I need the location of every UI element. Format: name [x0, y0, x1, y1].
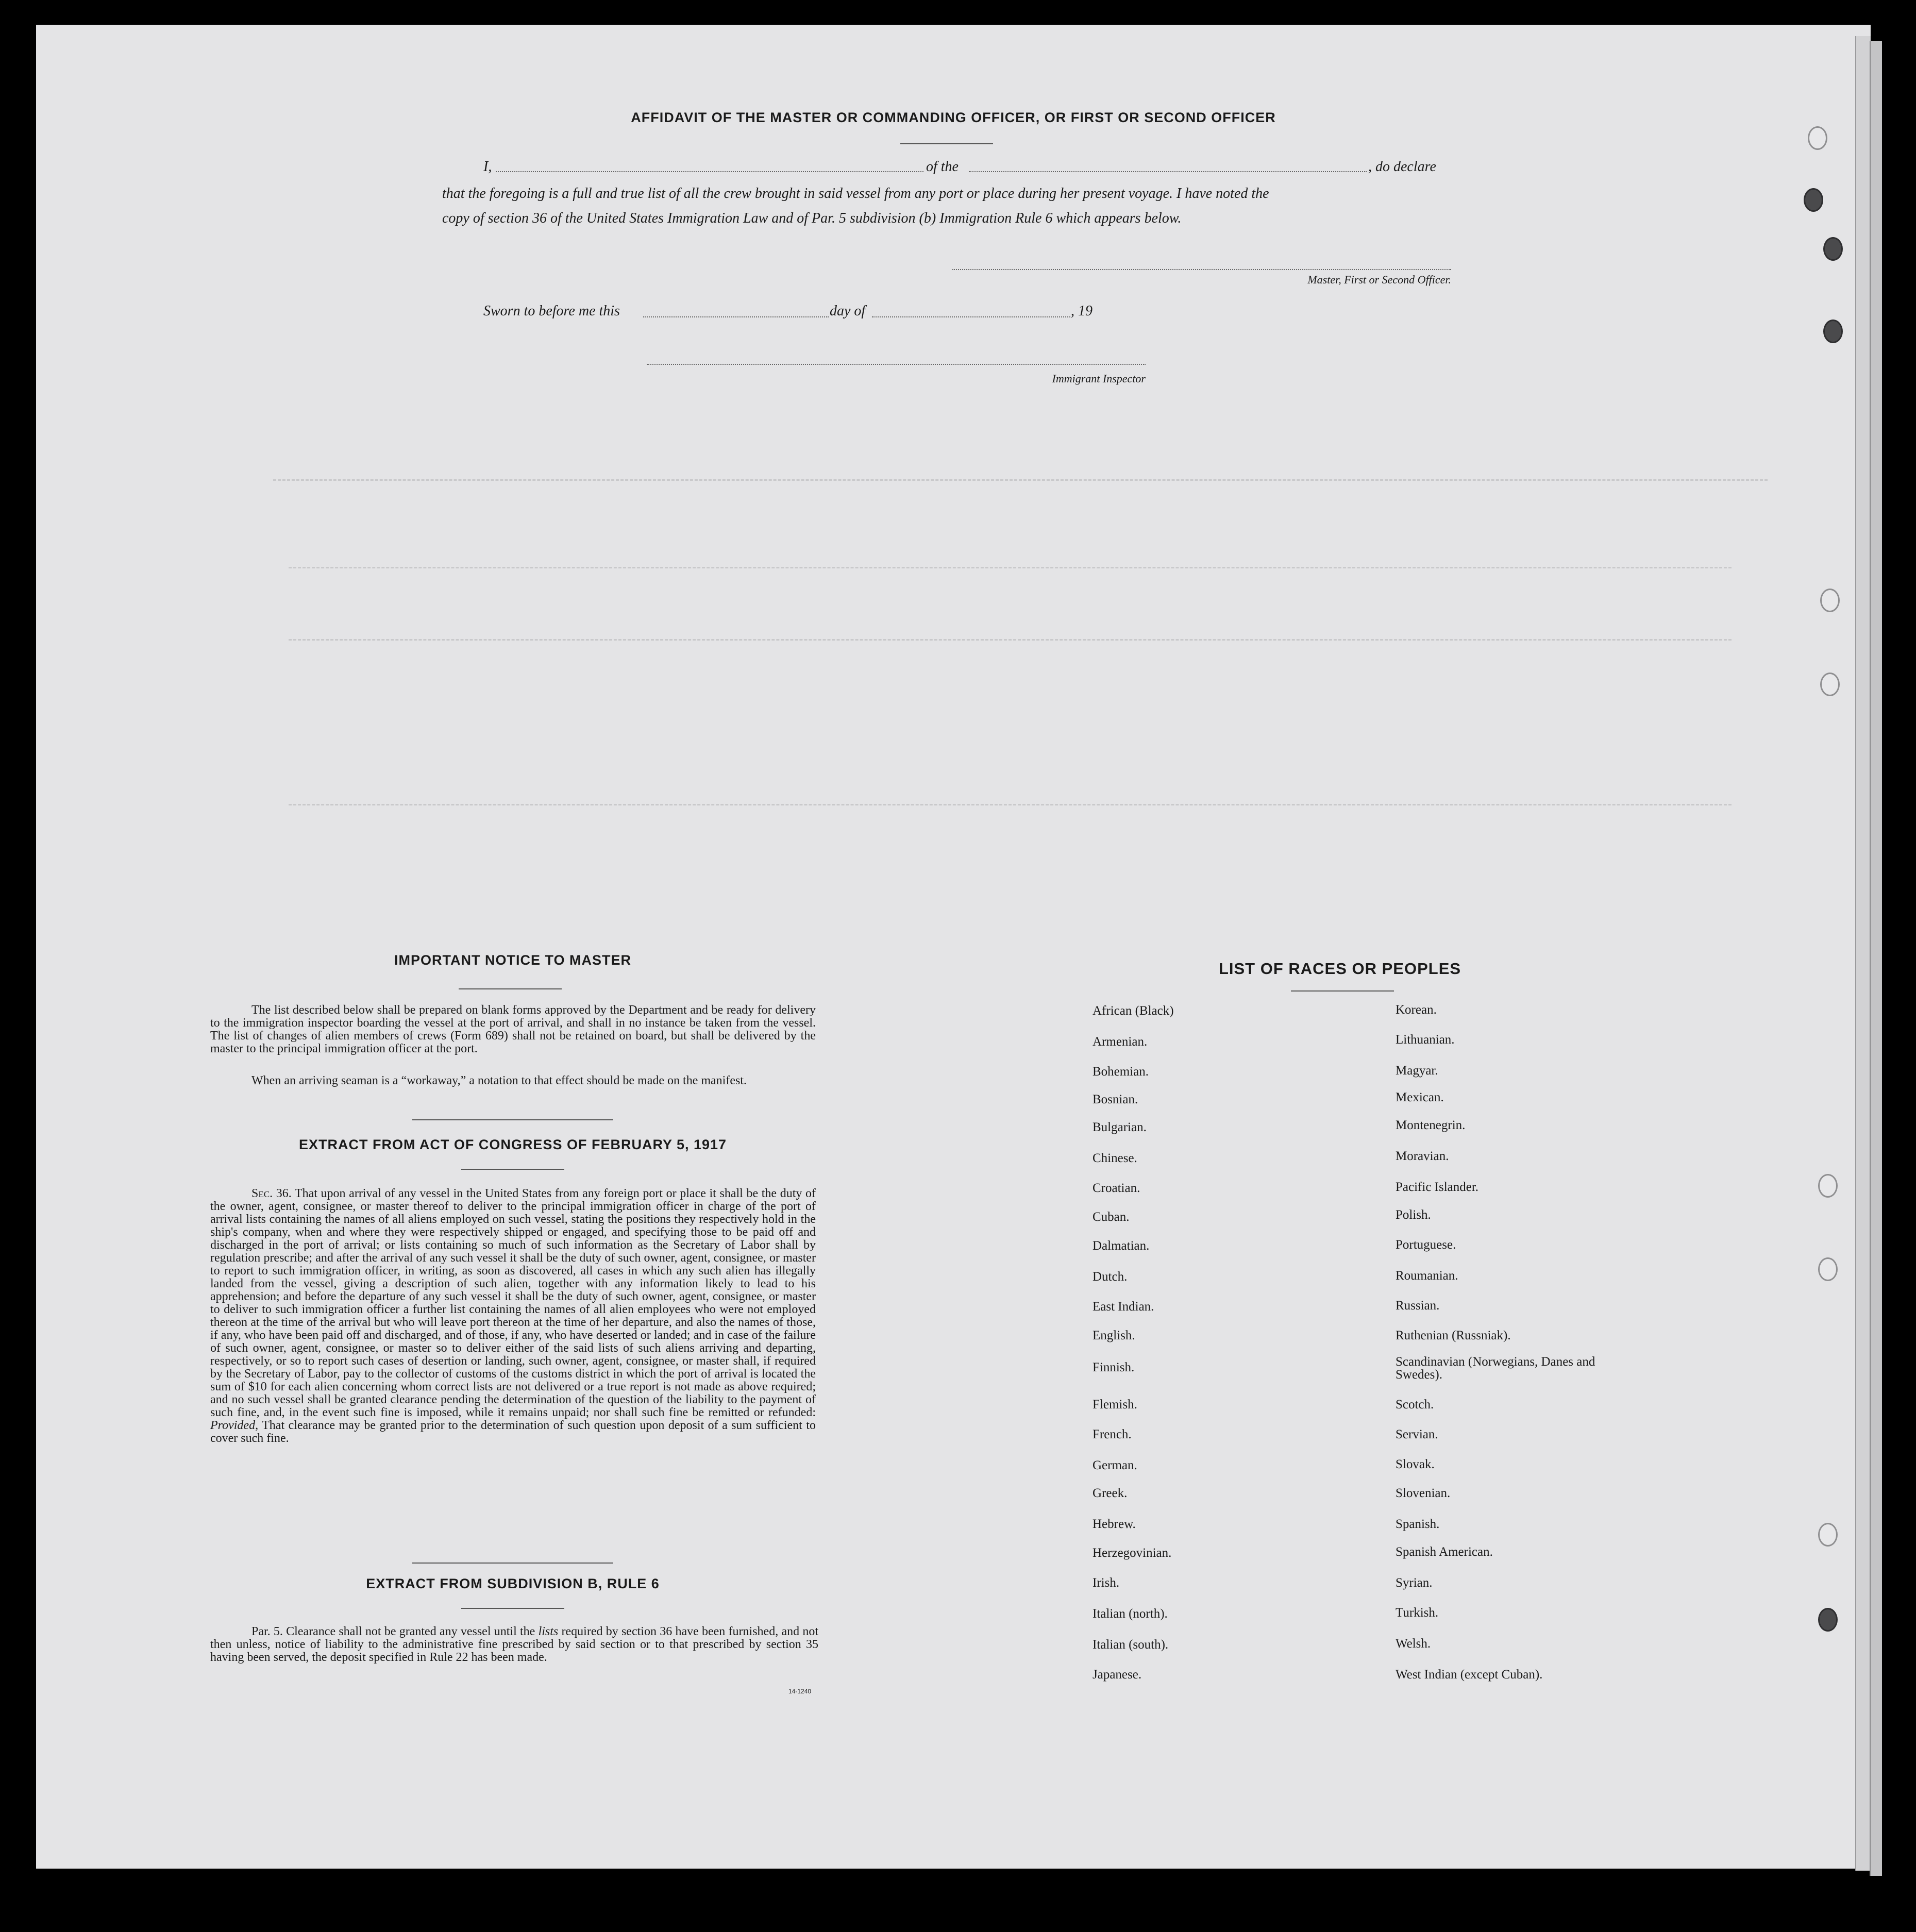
- race-item: Spanish.: [1396, 1517, 1440, 1531]
- bleed-through: [289, 804, 1732, 805]
- form-number: 14-1240: [788, 1688, 812, 1695]
- race-item: Herzegovinian.: [1093, 1546, 1172, 1560]
- extract-rule-rule: [461, 1608, 564, 1609]
- document-sheet: [36, 25, 1871, 1869]
- race-item: Slovenian.: [1396, 1486, 1451, 1500]
- binder-hole: [1820, 589, 1840, 612]
- binder-hole: [1823, 320, 1843, 343]
- affidavit-i: I,: [483, 159, 492, 175]
- vessel-blank[interactable]: [969, 171, 1367, 172]
- binder-hole: [1818, 1174, 1838, 1198]
- race-item: Finnish.: [1093, 1360, 1135, 1374]
- notice-rule: [459, 988, 562, 989]
- par-5-text: [210, 1625, 818, 1664]
- affidavit-declare: , do declare: [1368, 159, 1436, 175]
- races-title: LIST OF RACES OR PEOPLES: [1218, 960, 1461, 978]
- inspector-signature-blank[interactable]: [647, 364, 1146, 365]
- section-rule: [412, 1563, 613, 1564]
- race-item: German.: [1093, 1458, 1137, 1472]
- sec-tail: That clearance may be granted prior to the determination of such question upon deposit of a sum sufficient to cover such fine.: [210, 1419, 816, 1445]
- race-item: Irish.: [1093, 1576, 1120, 1590]
- par-5-a: Par. 5. Clearance shall not be granted any vessel until the: [251, 1625, 535, 1638]
- page-edge-2: [1870, 41, 1882, 1876]
- race-item: Italian (north).: [1093, 1607, 1168, 1621]
- binder-hole: [1823, 237, 1843, 261]
- title-underline: [900, 143, 993, 144]
- race-item: Mexican.: [1396, 1090, 1444, 1104]
- extract-act-title: EXTRACT FROM ACT OF CONGRESS OF FEBRUARY 5, 1917: [298, 1137, 727, 1152]
- race-item: Welsh.: [1396, 1637, 1431, 1651]
- binder-hole: [1818, 1523, 1838, 1547]
- section-rule: [412, 1119, 613, 1120]
- race-item: West Indian (except Cuban).: [1396, 1668, 1543, 1682]
- race-item: Cuban.: [1093, 1210, 1130, 1224]
- notice-title: IMPORTANT NOTICE TO MASTER: [394, 952, 631, 968]
- race-item: Servian.: [1396, 1427, 1438, 1441]
- binder-hole: [1818, 1257, 1838, 1281]
- binder-hole: [1804, 188, 1823, 212]
- race-item: Ruthenian (Russniak).: [1396, 1329, 1511, 1342]
- page-edge-1: [1855, 36, 1871, 1871]
- race-item: Portuguese.: [1396, 1238, 1456, 1252]
- race-item: Syrian.: [1396, 1576, 1433, 1590]
- race-item: Flemish.: [1093, 1398, 1137, 1412]
- race-item: Dutch.: [1093, 1270, 1128, 1284]
- race-item: Dalmatian.: [1093, 1239, 1150, 1253]
- race-item: Armenian.: [1093, 1035, 1148, 1049]
- bleed-through: [289, 567, 1732, 568]
- sec-36-text: [210, 1187, 816, 1445]
- sworn-year: , 19: [1071, 303, 1093, 319]
- par-5-b: required by section 36 have been furnished, and not then unless, notice of liability to the administrative fine prescribed by said section or to that prescribed by section 35 having been served, the deposit specified in Rule 22 has been made.: [210, 1625, 819, 1664]
- race-item: African (Black): [1093, 1004, 1174, 1018]
- affidavit-of-the: of the: [926, 159, 959, 175]
- binder-hole: [1808, 126, 1827, 150]
- race-item: Croatian.: [1093, 1181, 1140, 1195]
- races-rule: [1291, 990, 1394, 992]
- extract-act-rule: [461, 1169, 564, 1170]
- sworn-month-blank[interactable]: [872, 316, 1070, 317]
- master-signature-blank[interactable]: [952, 269, 1451, 270]
- race-item: Bohemian.: [1093, 1065, 1149, 1079]
- race-item: Korean.: [1396, 1003, 1437, 1017]
- sworn-day-blank[interactable]: [643, 316, 829, 317]
- lists-word: lists: [538, 1625, 559, 1638]
- race-item: French.: [1093, 1427, 1132, 1441]
- race-item: Bosnian.: [1093, 1093, 1138, 1106]
- race-item: English.: [1093, 1329, 1135, 1342]
- race-item: Hebrew.: [1093, 1517, 1136, 1531]
- affidavit-line-3: copy of section 36 of the United States Immigration Law and of Par. 5 subdivision (b) Immigration Rule 6 which appears below.: [442, 210, 1182, 226]
- sec-body: That upon arrival of any vessel in the United States from any foreign port or place it shall be the duty of the owner, agent, consignee, or master thereof to deliver to the principal immigration officer in charge of the port of arrival lists containing the names of all aliens employed on such vessel, stating the positions they respectively hold in the ship's company, when and where they were respectively shipped or engaged, and specifying those to be paid off and discharged in the port of arrival; or lists containing so much of such information as the Secretary of Labor shall by regulation prescribe; and after the arrival of any such vessel it shall be the duty of such owner, agent, consignee, or master to report to such immigration officer, in writing, as soon as discovered, all cases in which any such alien has illegally landed from the vessel, giving a description of such alien, together with any information likely to lead to his apprehension; and before the departure of any such vessel it shall be the duty of such owner, agent, consignee, or master to deliver to such immigration officer a further list containing the names of all alien employees who were not employed thereon at the time of the arrival but who will leave port thereon at the time of her departure, and also the names of those, if any, who have been paid off and discharged, and of those, if any, who have deserted or landed; and in case of the failure of such owner, agent, consignee, or master so to deliver either of the said lists of such aliens arriving and departing, respectively, or so to report such cases of desertion or landing, such owner, agent, consignee, or master shall, if required by the Secretary of Labor, pay to the collector of customs of the customs district in which the port of arrival is located the sum of $10 for each alien concerning whom correct lists are not delivered or a true report is not made as above required; and no such vessel shall be granted clearance pending the determination of the question of the liability to the payment of such fine, and, in the event such fine is imposed, while it remains unpaid; nor shall such fine be remitted or refunded:: [210, 1187, 816, 1419]
- race-item: Magyar.: [1396, 1064, 1438, 1078]
- race-item: Russian.: [1396, 1299, 1440, 1313]
- race-item: Lithuanian.: [1396, 1033, 1455, 1047]
- race-item: Pacific Islander.: [1396, 1180, 1479, 1194]
- inspector-label: Immigrant Inspector: [1052, 372, 1146, 385]
- race-item: Japanese.: [1093, 1668, 1142, 1682]
- master-label: Master, First or Second Officer.: [1307, 273, 1451, 286]
- bleed-through: [273, 479, 1768, 481]
- bleed-through: [289, 639, 1732, 641]
- race-item: Bulgarian.: [1093, 1120, 1147, 1134]
- affidavit-line-2: that the foregoing is a full and true list of all the crew brought in said vessel from any port or place during her present voyage. I have noted the: [442, 186, 1269, 201]
- provided-word: Provided,: [210, 1419, 259, 1432]
- race-item: Moravian.: [1396, 1149, 1449, 1163]
- race-item: Italian (south).: [1093, 1638, 1169, 1652]
- notice-para-1: The list described below shall be prepared on blank forms approved by the Department and be ready for delivery to the immigration inspector boarding the vessel at the port of arrival, and shall in no instance be taken from the vessel. The list of changes of alien members of crews (Form 689) shall not be retained on board, but shall be delivered by the master to the principal immigration officer at the port.: [210, 1003, 816, 1055]
- race-item: Greek.: [1093, 1486, 1128, 1500]
- race-item: Montenegrin.: [1396, 1118, 1466, 1132]
- binder-hole: [1820, 673, 1840, 696]
- affidavit-title: AFFIDAVIT OF THE MASTER OR COMMANDING OFFICER, OR FIRST OR SECOND OFFICER: [631, 110, 1276, 125]
- race-item: Slovak.: [1396, 1457, 1435, 1471]
- race-item: Spanish American.: [1396, 1545, 1493, 1559]
- race-item: Chinese.: [1093, 1151, 1137, 1165]
- sworn-prefix: Sworn to before me this: [483, 303, 620, 319]
- binder-hole: [1818, 1608, 1838, 1632]
- race-item: Turkish.: [1396, 1606, 1439, 1620]
- name-blank[interactable]: [496, 171, 923, 172]
- race-item: East Indian.: [1093, 1300, 1154, 1314]
- sec-label: Sec. 36.: [251, 1187, 292, 1200]
- race-item: Polish.: [1396, 1208, 1431, 1222]
- race-item: Scotch.: [1396, 1398, 1434, 1412]
- notice-para-2: When an arriving seaman is a “workaway,” a notation to that effect should be made on the manifest.: [251, 1074, 747, 1087]
- extract-rule-title: EXTRACT FROM SUBDIVISION B, RULE 6: [366, 1576, 660, 1591]
- race-item: Scandinavian (Norwegians, Danes and Swedes).: [1396, 1355, 1595, 1382]
- race-item: Roumanian.: [1396, 1269, 1458, 1283]
- sworn-day-label: day of: [830, 303, 866, 319]
